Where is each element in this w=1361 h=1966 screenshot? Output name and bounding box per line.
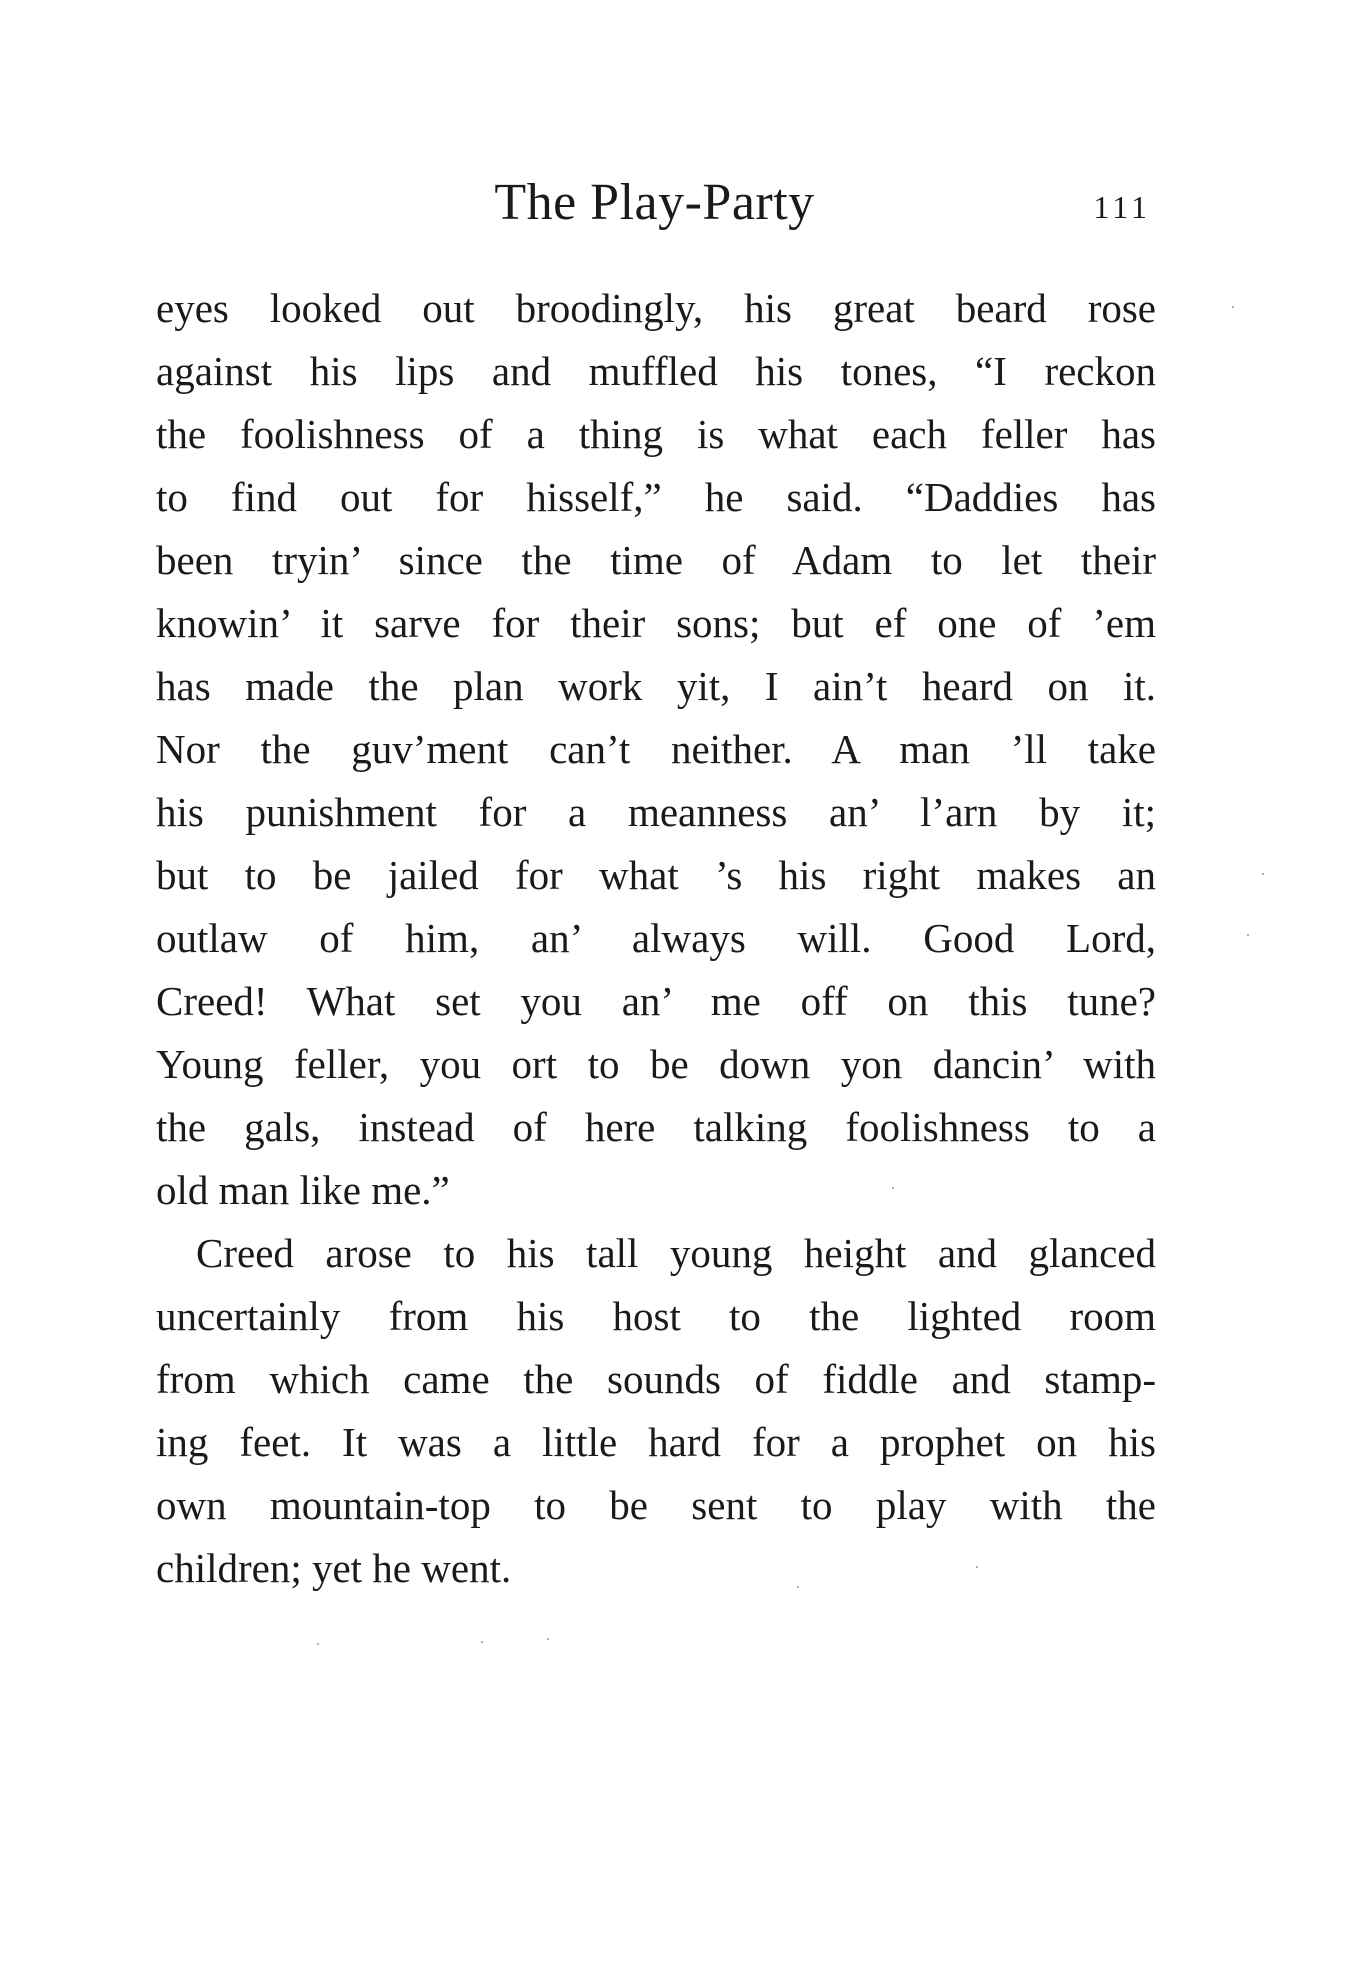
scan-speck xyxy=(1247,934,1249,936)
running-title: The Play-Party xyxy=(494,174,815,231)
running-head xyxy=(152,168,1157,238)
text-line: Creed arose to his tall young height and glanced xyxy=(196,1230,1156,1276)
text-line: the gals, instead of here talking foolishness to a xyxy=(156,1104,1156,1150)
text-line: Creed! What set you an’ me off on this tune? xyxy=(156,978,1156,1024)
text-line: uncertainly from his host to the lighted room xyxy=(156,1293,1156,1339)
text-line: his punishment for a meanness an’ l’arn by it; xyxy=(156,789,1156,835)
text-line: ing feet. It was a little hard for a prophet on his xyxy=(156,1419,1156,1465)
paragraph xyxy=(156,1222,1156,1600)
scan-speck xyxy=(547,1638,549,1640)
scan-speck xyxy=(1232,306,1234,308)
text-line: outlaw of him, an’ always will. Good Lord, xyxy=(156,915,1156,961)
text-line: old man like me.” xyxy=(156,1167,450,1213)
text-line: the foolishness of a thing is what each feller has xyxy=(156,411,1156,457)
scan-speck xyxy=(1262,873,1264,875)
page-number: 111 xyxy=(1093,189,1151,225)
scan-speck xyxy=(797,1586,799,1588)
text-line: from which came the sounds of fiddle and stamp- xyxy=(156,1356,1156,1402)
scan-speck xyxy=(892,1187,894,1189)
scan-speck xyxy=(976,1566,978,1568)
text-line: to find out for hisself,” he said. “Daddies has xyxy=(156,474,1156,520)
paragraph xyxy=(156,277,1156,1222)
text-line: Nor the guv’ment can’t neither. A man ’ll take xyxy=(156,726,1156,772)
text-line: been tryin’ since the time of Adam to let their xyxy=(156,537,1156,583)
scan-speck xyxy=(481,1641,483,1643)
text-line: Young feller, you ort to be down yon dancin’ with xyxy=(156,1041,1156,1087)
text-line: but to be jailed for what ’s his right makes an xyxy=(156,852,1156,898)
scan-speck xyxy=(317,1643,319,1645)
text-line: children; yet he went. xyxy=(156,1545,512,1591)
text-line: knowin’ it sarve for their sons; but ef one of ’em xyxy=(156,600,1156,646)
text-line: own mountain-top to be sent to play with the xyxy=(156,1482,1156,1528)
body-text xyxy=(156,277,1156,1600)
text-line: against his lips and muffled his tones, “I reckon xyxy=(156,348,1156,394)
text-line: has made the plan work yit, I ain’t heard on it. xyxy=(156,663,1156,709)
text-line: eyes looked out broodingly, his great beard rose xyxy=(156,285,1156,331)
